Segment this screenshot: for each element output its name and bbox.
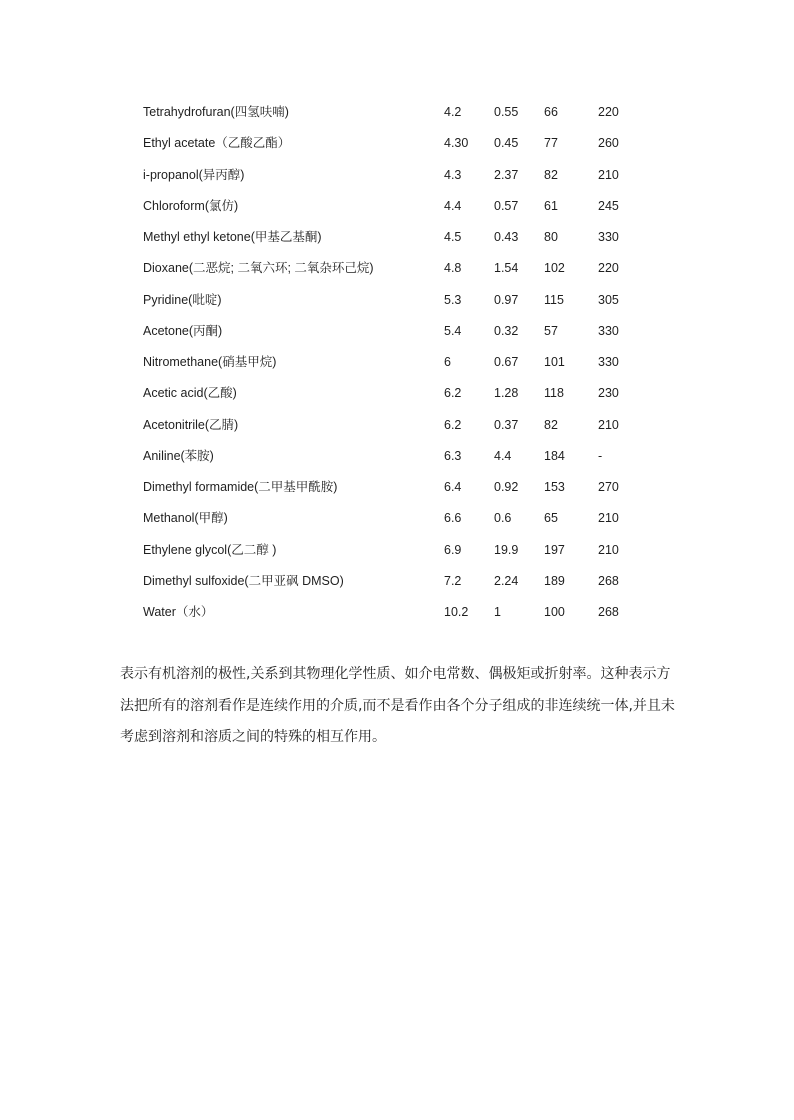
- solvent-name: Dimethyl formamide(二甲基甲酰胺): [143, 480, 338, 494]
- polarity-value: 6.4: [444, 480, 462, 494]
- solvent-name: Dioxane(二恶烷; 二氧六环; 二氧杂环己烷): [143, 261, 374, 276]
- table-row: [143, 222, 643, 253]
- viscosity-value: 4.4: [494, 448, 512, 463]
- uv-cutoff-value: 268: [598, 573, 619, 588]
- polarity-value: 6.2: [444, 386, 462, 401]
- boiling-point-value: 65: [544, 511, 558, 526]
- polarity-value: 6.3: [444, 448, 462, 463]
- boiling-point-value: 77: [544, 136, 558, 151]
- polarity-value: 5.4: [444, 323, 462, 338]
- uv-cutoff-value: 210: [598, 417, 619, 432]
- viscosity-value: 1.28: [494, 386, 519, 401]
- solvent-name: i-propanol(异丙醇): [143, 167, 245, 182]
- uv-cutoff-value: 268: [598, 605, 619, 619]
- viscosity-value: 1.54: [494, 261, 519, 276]
- solvent-name: Nitromethane(硝基甲烷): [143, 355, 277, 369]
- uv-cutoff-value: 330: [598, 355, 619, 369]
- solvent-name: Dimethyl sulfoxide(二甲亚砜 DMSO): [143, 573, 344, 588]
- solvent-name: Methanol(甲醇): [143, 511, 228, 526]
- polarity-explanation-paragraph: 表示有机溶剂的极性,关系到其物理化学性质、如介电常数、偶极矩或折射率。这种表示方法把所有的溶剂看作是连续作用的介质,而不是看作由各个分子组成的非连续统一体,并且未考虑到溶剂和溶质之间的特殊的相互作用。: [120, 666, 675, 745]
- viscosity-value: 1: [494, 605, 501, 619]
- viscosity-value: 19.9: [494, 542, 519, 557]
- uv-cutoff-value: 230: [598, 386, 619, 401]
- uv-cutoff-value: 305: [598, 292, 619, 307]
- table-row: [143, 410, 643, 441]
- table-row: [143, 503, 643, 534]
- boiling-point-value: 57: [544, 323, 558, 338]
- viscosity-value: 0.32: [494, 323, 519, 338]
- viscosity-value: 0.97: [494, 292, 519, 307]
- polarity-value: 6.2: [444, 417, 462, 432]
- boiling-point-value: 101: [544, 355, 565, 369]
- solvent-name: Water（水）: [143, 605, 214, 619]
- polarity-value: 4.5: [444, 230, 462, 244]
- uv-cutoff-value: 330: [598, 323, 619, 338]
- uv-cutoff-value: 210: [598, 167, 619, 182]
- uv-cutoff-value: 270: [598, 480, 619, 494]
- solvent-name: Acetonitrile(乙腈): [143, 417, 239, 432]
- uv-cutoff-value: -: [598, 448, 603, 463]
- uv-cutoff-value: 210: [598, 511, 619, 526]
- polarity-value: 4.30: [444, 136, 469, 151]
- viscosity-value: 0.92: [494, 480, 519, 494]
- solvent-name: Acetic acid(乙酸): [143, 386, 237, 401]
- boiling-point-value: 100: [544, 605, 565, 619]
- table-row: [143, 97, 643, 128]
- boiling-point-value: 61: [544, 198, 558, 213]
- boiling-point-value: 115: [544, 292, 564, 307]
- table-row: [143, 253, 643, 284]
- boiling-point-value: 118: [544, 386, 564, 401]
- table-row: [143, 128, 643, 159]
- uv-cutoff-value: 245: [598, 198, 619, 213]
- boiling-point-value: 80: [544, 230, 558, 244]
- boiling-point-value: 153: [544, 480, 565, 494]
- polarity-value: 4.4: [444, 198, 462, 213]
- solvent-name: Acetone(丙酮): [143, 323, 223, 338]
- polarity-value: 4.2: [444, 105, 462, 119]
- table-row: [143, 566, 643, 597]
- polarity-value: 10.2: [444, 605, 469, 619]
- table-row: [143, 441, 643, 472]
- polarity-value: 4.8: [444, 261, 462, 276]
- viscosity-value: 0.57: [494, 198, 519, 213]
- table-row: [143, 285, 643, 316]
- uv-cutoff-value: 260: [598, 136, 619, 151]
- viscosity-value: 2.37: [494, 167, 519, 182]
- boiling-point-value: 184: [544, 448, 565, 463]
- solvent-name: Aniline(苯胺): [143, 448, 214, 463]
- viscosity-value: 2.24: [494, 573, 519, 588]
- uv-cutoff-value: 220: [598, 261, 619, 276]
- viscosity-value: 0.6: [494, 511, 512, 526]
- viscosity-value: 0.67: [494, 355, 519, 369]
- polarity-value: 7.2: [444, 573, 462, 588]
- boiling-point-value: 66: [544, 105, 558, 119]
- solvent-name: Ethyl acetate（乙酸乙酯）: [143, 136, 291, 151]
- table-row: [143, 472, 643, 503]
- uv-cutoff-value: 220: [598, 105, 619, 119]
- solvent-name: Pyridine(吡啶): [143, 292, 222, 307]
- boiling-point-value: 189: [544, 573, 565, 588]
- viscosity-value: 0.37: [494, 417, 519, 432]
- viscosity-value: 0.43: [494, 230, 519, 244]
- table-row: [143, 347, 643, 378]
- uv-cutoff-value: 210: [598, 542, 619, 557]
- viscosity-value: 0.55: [494, 105, 519, 119]
- table-row: [143, 378, 643, 409]
- table-row: [143, 535, 643, 566]
- table-row: [143, 597, 643, 628]
- polarity-value: 6.9: [444, 542, 462, 557]
- polarity-value: 4.3: [444, 167, 462, 182]
- polarity-value: 6: [444, 355, 451, 369]
- solvent-table: [143, 97, 643, 628]
- solvent-name: Chloroform(氯仿): [143, 198, 239, 213]
- table-row: [143, 160, 643, 191]
- solvent-name: Ethylene glycol(乙二醇 ): [143, 542, 277, 557]
- table-row: [143, 191, 643, 222]
- solvent-name: Tetrahydrofuran(四氢呋喃): [143, 105, 289, 119]
- boiling-point-value: 82: [544, 167, 558, 182]
- boiling-point-value: 197: [544, 542, 565, 557]
- boiling-point-value: 102: [544, 261, 565, 276]
- uv-cutoff-value: 330: [598, 230, 619, 244]
- solvent-name: Methyl ethyl ketone(甲基乙基酮): [143, 230, 322, 244]
- table-row: [143, 316, 643, 347]
- polarity-value: 5.3: [444, 292, 462, 307]
- polarity-value: 6.6: [444, 511, 462, 526]
- boiling-point-value: 82: [544, 417, 558, 432]
- viscosity-value: 0.45: [494, 136, 519, 151]
